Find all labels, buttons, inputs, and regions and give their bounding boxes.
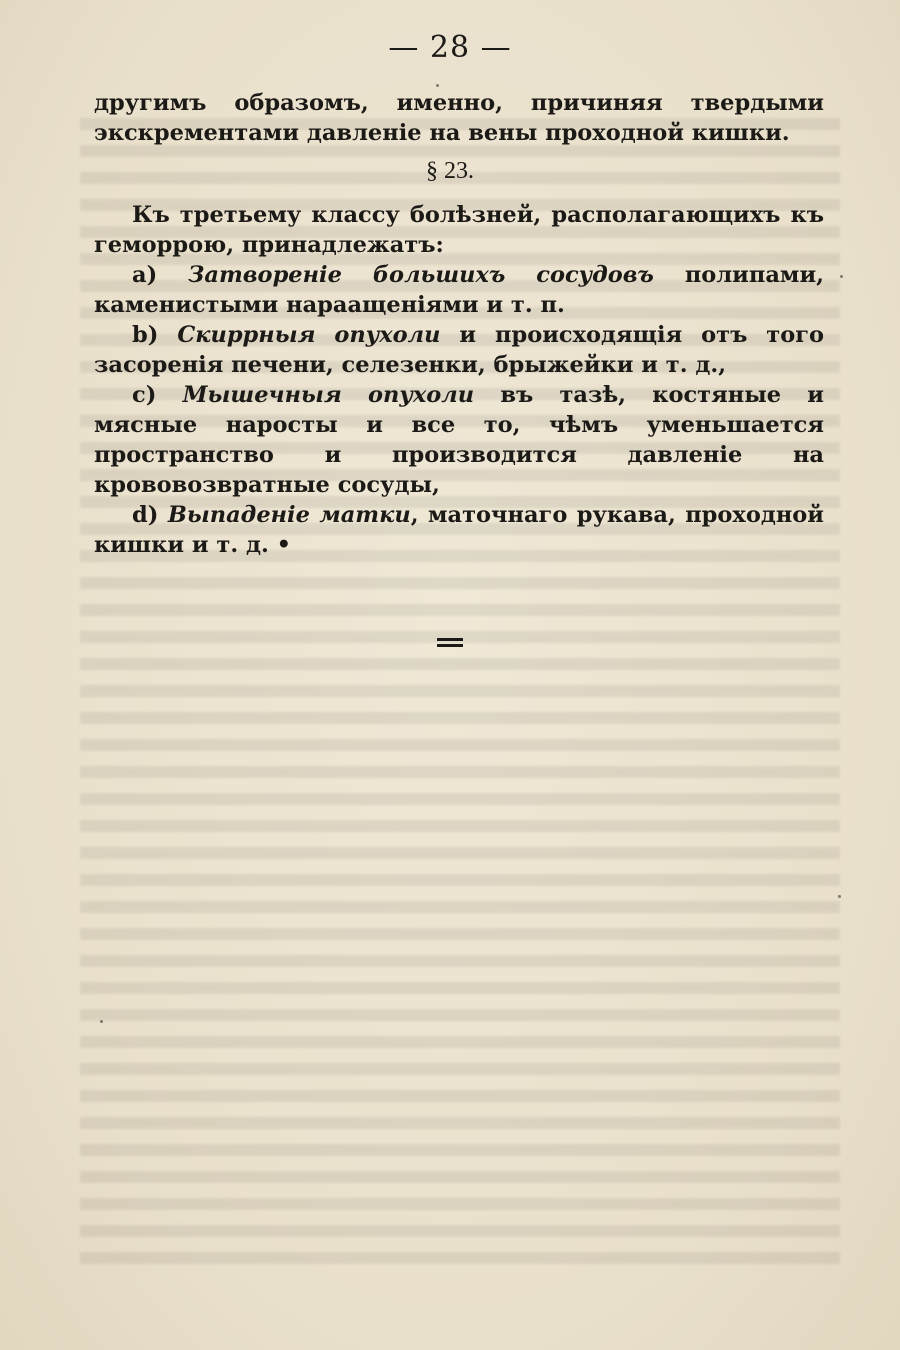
paragraph-continuation: другимъ образомъ, именно, причиняя твердыми экскрементами давленіе на вены проходной кишки. [94,90,824,146]
item-term: Затвореніе большихъ сосудовъ [188,262,654,288]
intro-paragraph: Къ третьему классу болѣзней, располагающихъ къ геморрою, принадлежатъ: [94,202,824,258]
list-item-c [94,380,824,500]
item-term: Мышечныя опухоли [182,382,475,408]
list-item-a [94,260,824,320]
ink-speck [838,895,841,898]
page-number-header: — 28 — [388,30,512,65]
item-text: , маточнаго рукава, проходной кишки и т. д. • [94,502,824,558]
double-rule-divider [437,638,463,647]
ink-speck [100,1020,103,1023]
item-text: полипами, каменистыми нараащеніями и т. п. [94,262,824,318]
item-letter: d) [132,502,159,528]
ink-speck [436,84,439,87]
ink-speck [840,275,843,278]
section-body [94,200,824,560]
item-letter: a) [132,262,158,288]
item-letter: c) [132,382,157,408]
section-heading: § 23. [426,158,474,184]
item-term: Выпаденіе матки [167,502,411,528]
item-term: Скиррныя опухоли [177,322,441,348]
item-text: въ тазѣ, костяные и мясные наросты и все то, чѣмъ уменьшается пространство и производится давленіе на крововозвратные сосуды, [94,382,824,498]
item-text: и происходящія отъ того засоренія печени, селезенки, брыжейки и т. д., [94,322,824,378]
item-letter: b) [132,322,159,348]
list-item-b [94,320,824,380]
list-item-d [94,500,824,560]
